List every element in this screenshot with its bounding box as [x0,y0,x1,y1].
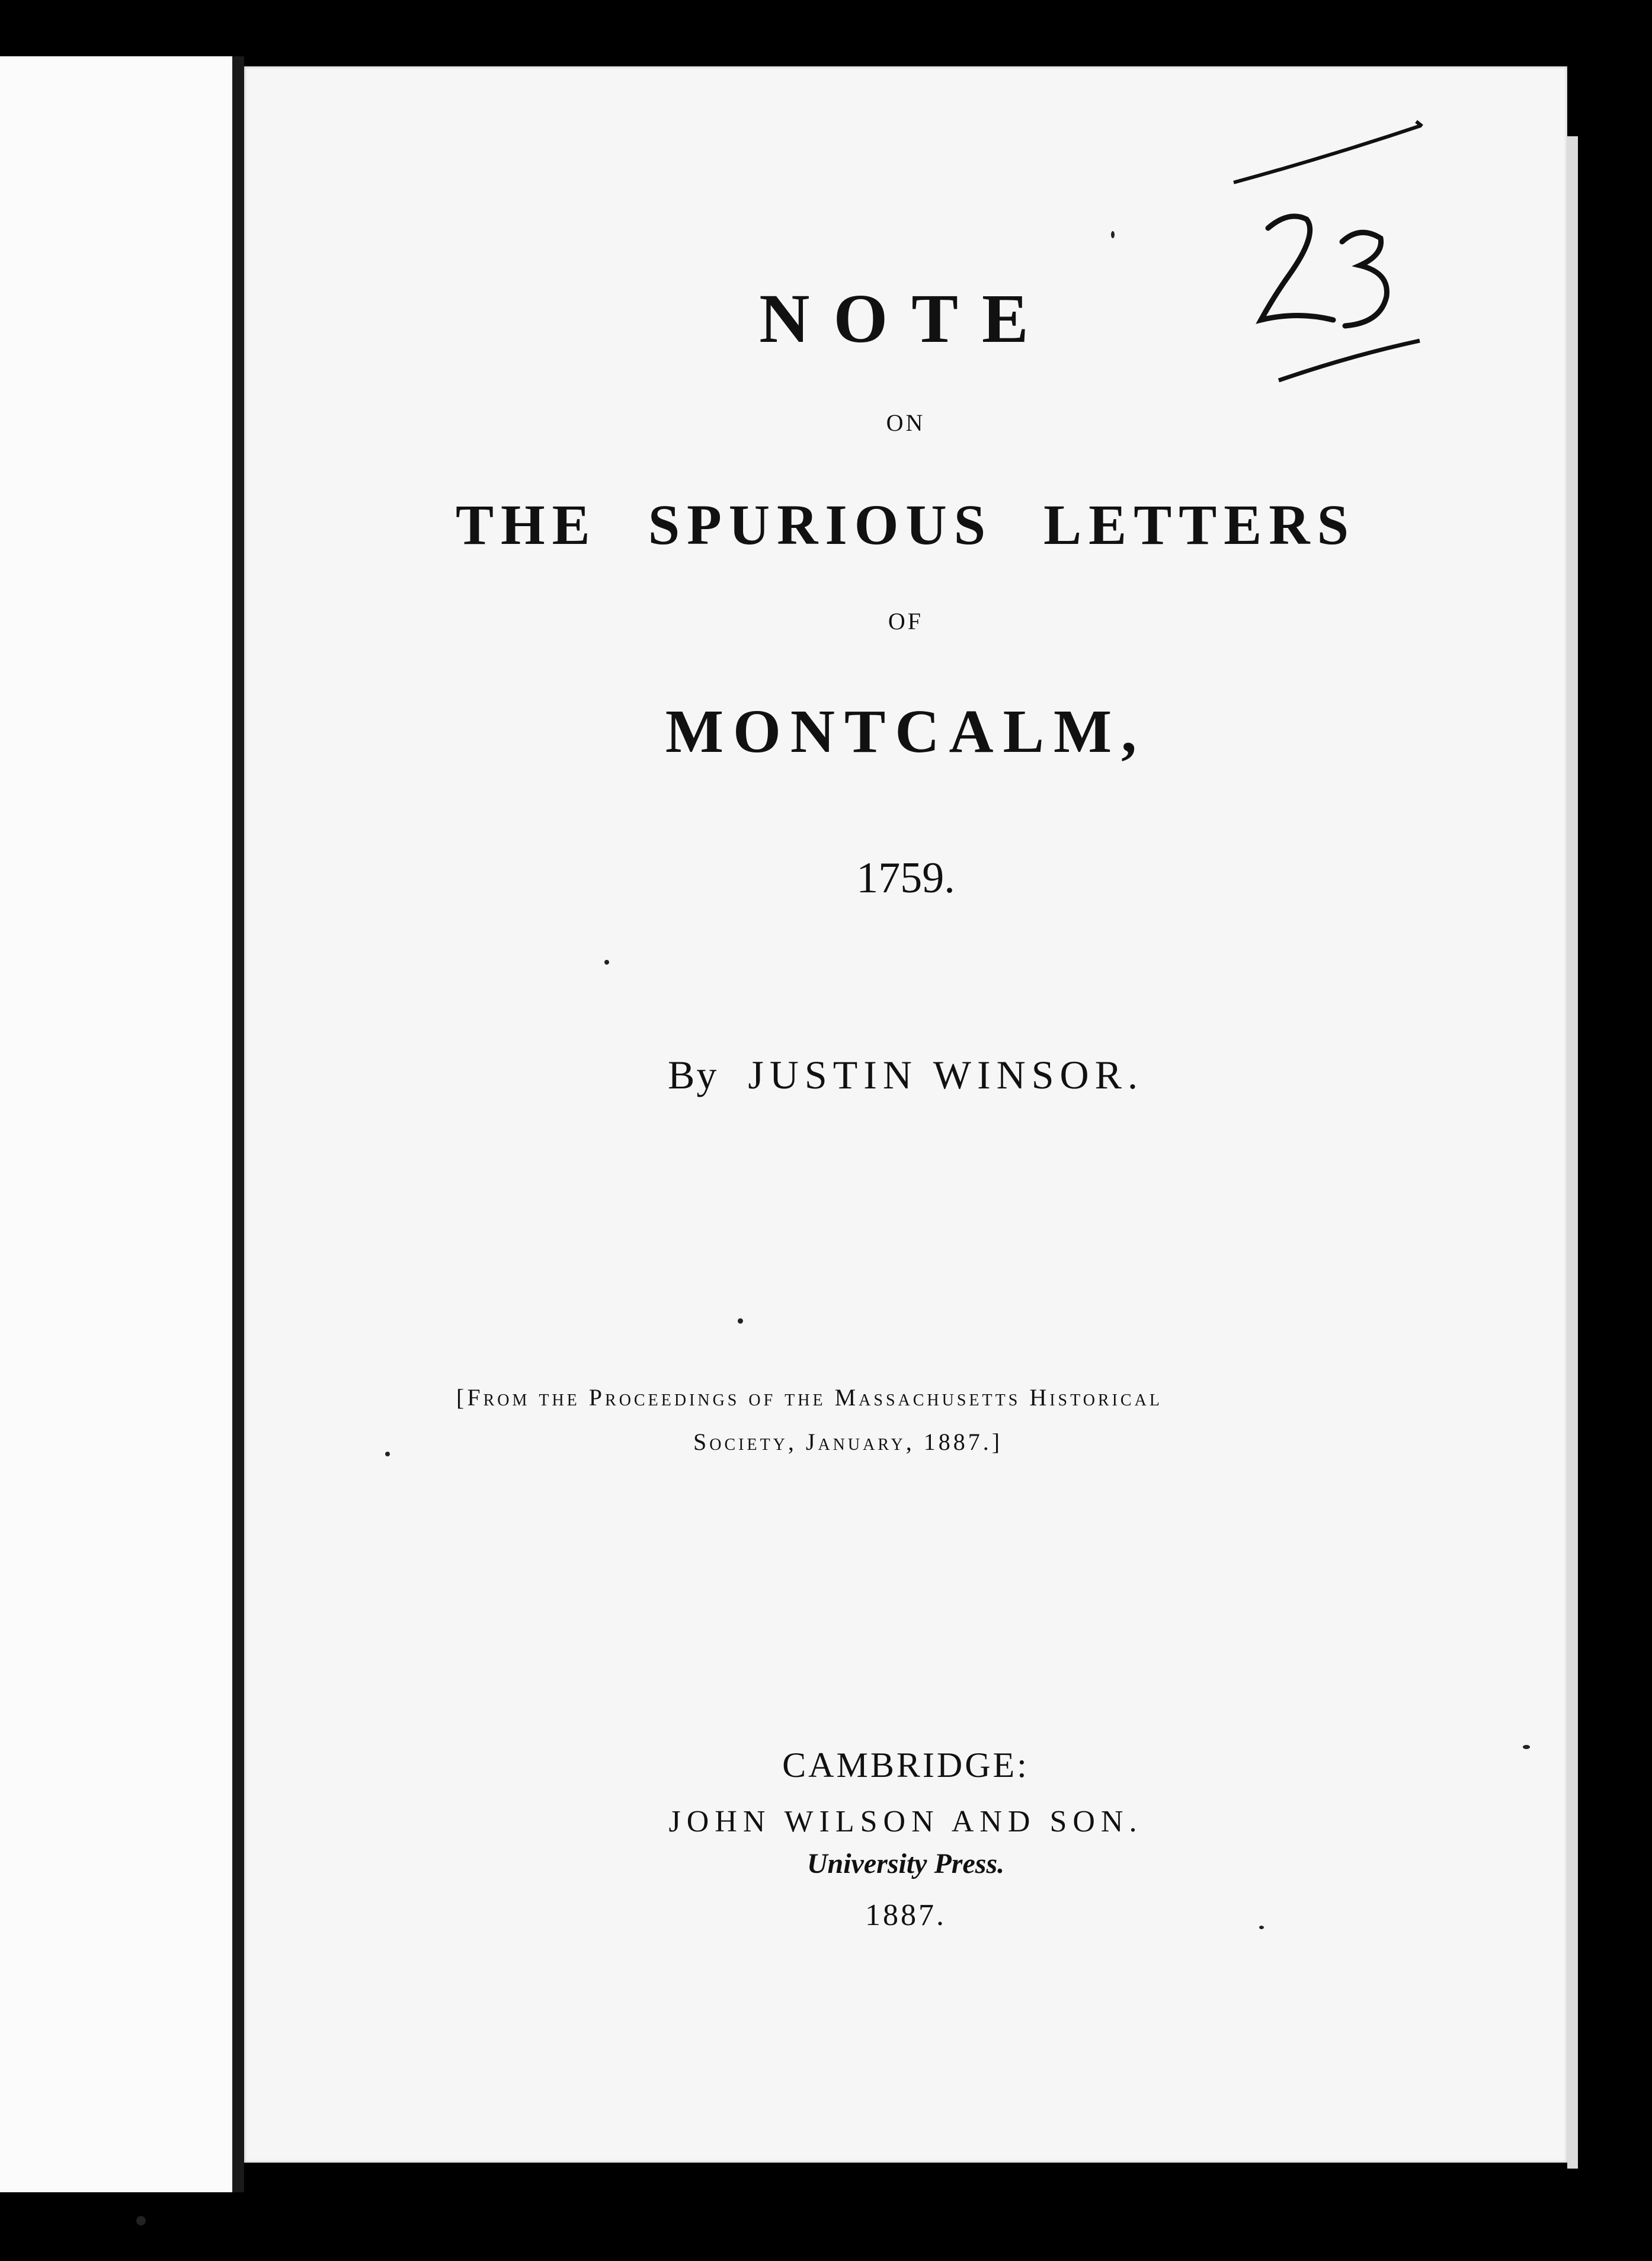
byline-prefix: By [667,1052,719,1097]
author-name: JUSTIN WINSOR. [748,1052,1144,1097]
scan-speck [1111,231,1115,238]
author-byline [244,1052,1567,1099]
title-connector-on: ON [886,409,926,436]
imprint-place: CAMBRIDGE: [782,1746,1029,1785]
source-note-line-2: Society, January, 1887.] [693,1429,1003,1455]
scan-speck [1259,1926,1264,1929]
source-note-line-1: [From the Proceedings of the Massachusetts Historical [456,1384,1163,1411]
scan-speck [385,1452,390,1456]
title-note: NOTE [759,280,1052,357]
title-montcalm: MONTCALM, [665,697,1147,766]
title-year: 1759. [856,854,955,902]
title-connector-of: OF [888,608,924,635]
scan-speck [604,960,609,965]
page-fore-edge [1567,136,1578,2169]
scan-speck [738,1318,743,1324]
facing-blank-leaf [0,56,232,2192]
scan-speck [1523,1745,1530,1749]
imprint-press: University Press. [806,1848,1005,1879]
book-gutter [232,56,244,2192]
imprint-publisher: JOHN WILSON AND SON. [668,1805,1143,1839]
title-spurious-letters: THE SPURIOUS LETTERS [455,493,1356,556]
imprint-year: 1887. [865,1898,946,1932]
scan-speck [136,2216,146,2225]
